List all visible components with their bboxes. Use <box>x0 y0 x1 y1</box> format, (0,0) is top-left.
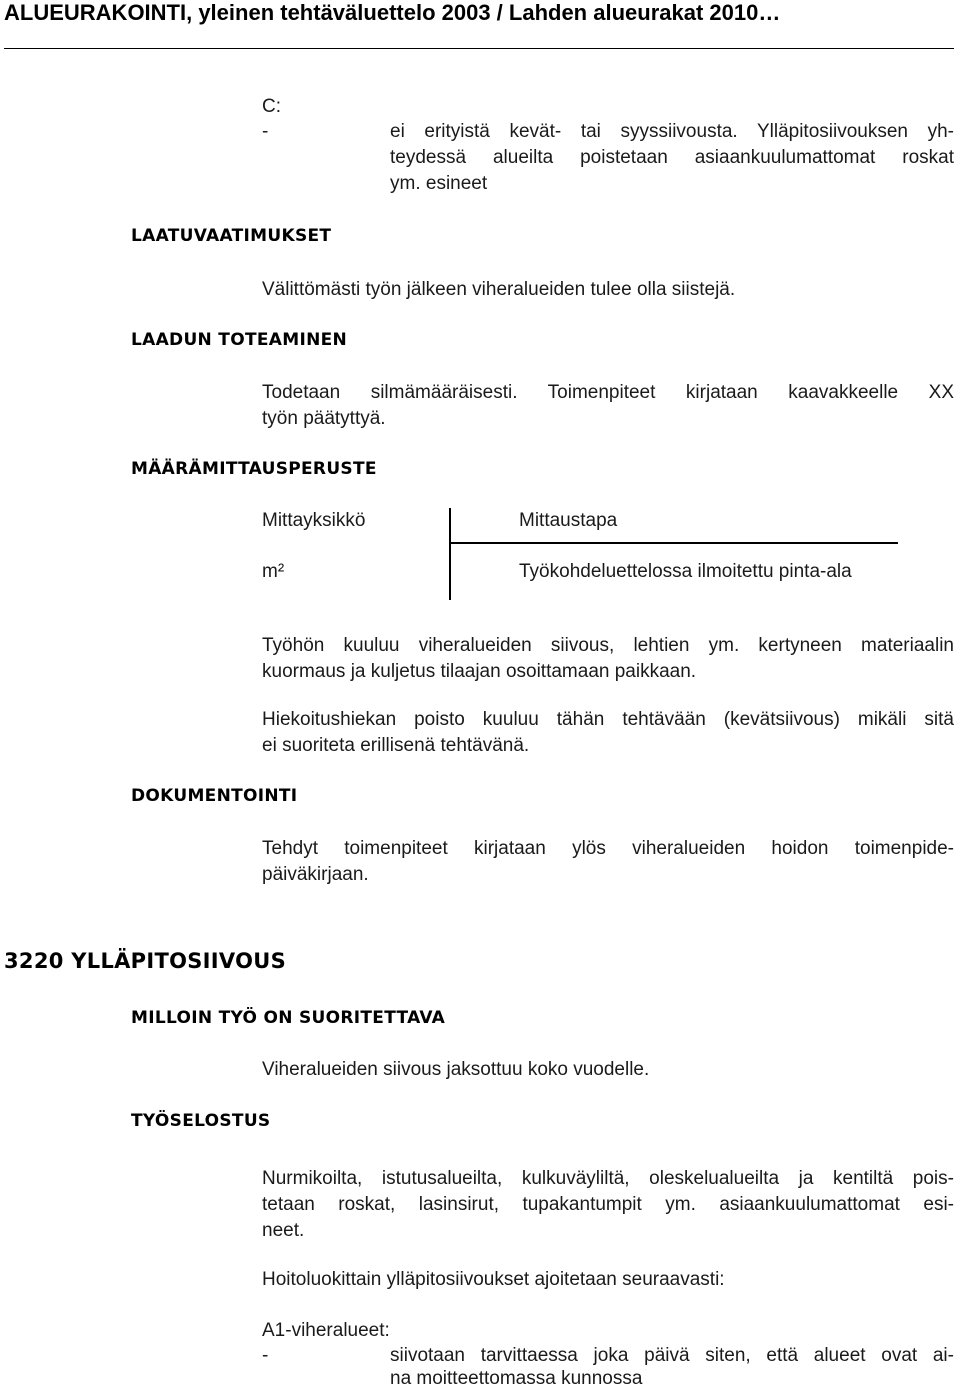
table-value-unit: m² <box>262 561 285 582</box>
dokumentointi-line-1: Tehdyt toimenpiteet kirjataan ylös viheralueiden hoidon toimenpide- <box>262 838 954 859</box>
milloin-heading: MILLOIN TYÖ ON SUORITETTAVA <box>131 1008 446 1028</box>
page-title: ALUEURAKOINTI, yleinen tehtäväluettelo 2003 / Lahden alueurakat 2010… <box>4 0 781 25</box>
c-label: C: <box>262 96 281 117</box>
laatuvaatimukset-text: Välittömästi työn jälkeen viheralueiden tulee olla siistejä. <box>262 279 736 300</box>
dokumentointi-heading: DOKUMENTOINTI <box>131 786 298 806</box>
laadun-toteaminen-heading: LAADUN TOTEAMINEN <box>131 330 348 350</box>
scope-para-2-line-1: Hiekoitushiekan poisto kuuluu tähän tehtävään (kevätsiivous) mikäli sitä <box>262 709 954 730</box>
tyoselostus-para-1-line-1: Nurmikoilta, istutusalueilta, kulkuväyliltä, oleskelualueilta ja kentiltä pois- <box>262 1168 954 1189</box>
scope-para-1-line-1: Työhön kuuluu viheralueiden siivous, lehtien ym. kertyneen materiaalin <box>262 635 954 656</box>
scope-para-1-line-2: kuormaus ja kuljetus tilaajan osoittamaan paikkaan. <box>262 661 697 682</box>
milloin-text: Viheralueiden siivous jaksottuu koko vuodelle. <box>262 1059 650 1080</box>
tyoselostus-para-1-line-2: tetaan roskat, lasinsirut, tupakantumpit ym. asiaankuulumattomat esi- <box>262 1194 954 1215</box>
laadun-toteaminen-line-2: työn päätyttyä. <box>262 408 386 429</box>
dokumentointi-line-2: päiväkirjaan. <box>262 864 369 885</box>
tyoselostus-heading: TYÖSELOSTUS <box>131 1111 271 1131</box>
header-rule <box>4 48 954 49</box>
c-line-2: teydessä alueilta poistetaan asiaankuulumattomat roskat <box>390 147 954 168</box>
scope-para-2-line-2: ei suoriteta erillisenä tehtävänä. <box>262 735 530 756</box>
maaramittausperuste-heading: MÄÄRÄMITTAUSPERUSTE <box>131 459 377 479</box>
laatuvaatimukset-heading: LAATUVAATIMUKSET <box>131 226 332 246</box>
table-vertical-divider <box>449 508 451 600</box>
a1-dash: - <box>262 1345 269 1366</box>
section-3220-heading: 3220 YLLÄPITOSIIVOUS <box>4 949 287 973</box>
table-header-mittayksikko: Mittayksikkö <box>262 510 366 531</box>
a1-line-1: siivotaan tarvittaessa joka päivä siten, että alueet ovat ai- <box>390 1345 954 1366</box>
table-header-mittaustapa: Mittaustapa <box>519 510 618 531</box>
c-line-1: ei erityistä kevät- tai syyssiivousta. Ylläpitosiivouksen yh- <box>390 121 954 142</box>
table-value-method: Työkohdeluettelossa ilmoitettu pinta-ala <box>519 561 852 582</box>
tyoselostus-para-1-line-3: neet. <box>262 1220 305 1241</box>
a1-label: A1-viheralueet: <box>262 1320 390 1341</box>
a1-line-2: na moitteettomassa kunnossa <box>390 1368 643 1389</box>
laadun-toteaminen-line-1: Todetaan silmämääräisesti. Toimenpiteet kirjataan kaavakkeelle XX <box>262 382 954 403</box>
tyoselostus-para-2: Hoitoluokittain ylläpitosiivoukset ajoitetaan seuraavasti: <box>262 1269 725 1290</box>
table-horizontal-divider <box>449 542 898 544</box>
c-line-3: ym. esineet <box>390 173 488 194</box>
c-dash: - <box>262 121 269 142</box>
